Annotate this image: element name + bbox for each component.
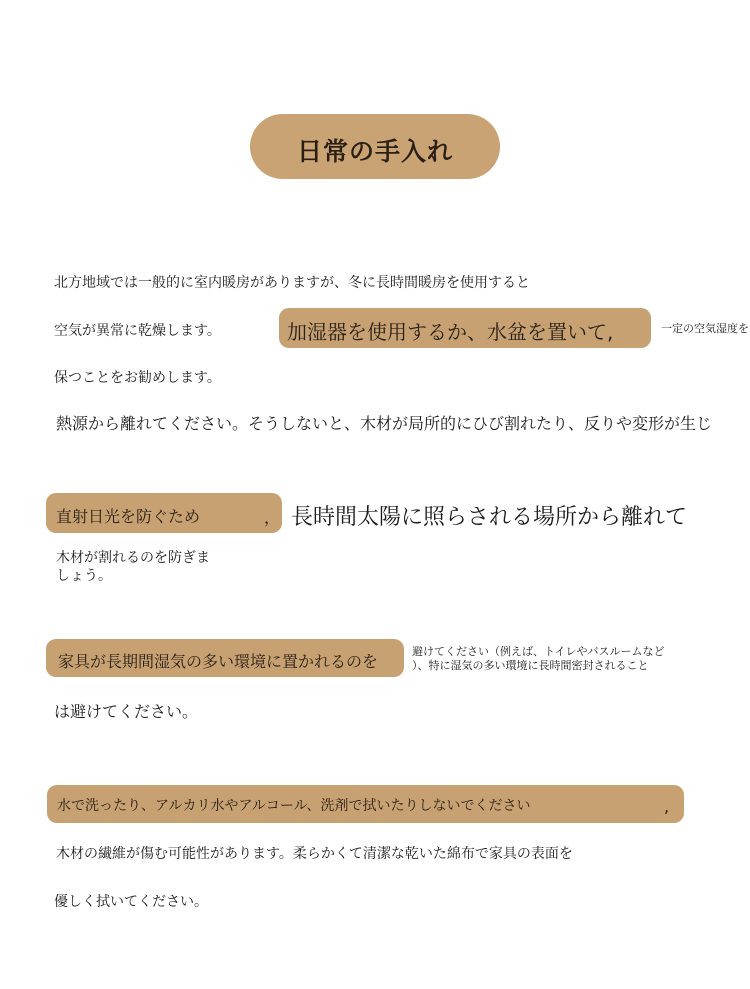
section1-line1: 北方地域では一般的に室内暖房がありますが、冬に長時間暖房を使用すると	[54, 275, 530, 291]
section2-highlight-text: 直射日光を防ぐため	[56, 507, 201, 526]
title-pill	[250, 114, 500, 179]
section3-highlight-text: 家具が長期間湿気の多い環境に置かれるのを	[58, 652, 379, 671]
section1-highlight-pill	[279, 308, 651, 348]
section1-highlight-text: 加湿器を使用するか、水盆を置いて,	[287, 320, 614, 344]
section4-body-line2: 優しく拭いてください。	[54, 894, 208, 910]
section1-line2b: 一定の空気湿度を	[661, 322, 749, 335]
section2-large-text: 長時間太陽に照らされる場所から離れて	[291, 505, 688, 530]
section1-line2a: 空気が異常に乾燥します。	[54, 323, 221, 339]
section2-body-line1: 木材が割れるのを防ぎま	[56, 550, 210, 566]
section2-comma: ，	[264, 508, 281, 527]
section4-highlight-pill	[47, 785, 684, 823]
page-title: 日常の手入れ	[296, 137, 453, 166]
section4-body-line1: 木材の繊維が傷む可能性があります。柔らかくて清潔な乾いた綿布で家具の表面を	[56, 846, 573, 862]
section1-line3: 保つことをお勧めします。	[54, 370, 221, 386]
section4-highlight-text: 水で洗ったり、アルカリ水やアルコール、洗剤で拭いたりしないでください	[57, 798, 531, 814]
section2-body-line2: しょう。	[56, 568, 112, 584]
section2-highlight-pill	[46, 493, 282, 533]
section3-highlight-pill	[46, 639, 404, 677]
section3-side-line1: 避けてください（例えば、トイレやバスルームなど	[412, 645, 665, 658]
section3-side-line2: ）、特に湿気の多い環境に長時間密封されること	[412, 659, 649, 672]
section4-comma: ,	[664, 797, 670, 816]
section3-body: は避けてください。	[54, 702, 199, 721]
section1-line4: 熱源から離れてください。そうしないと、木材が局所的にひび割れたり、反りや変形が生じ	[56, 414, 713, 433]
